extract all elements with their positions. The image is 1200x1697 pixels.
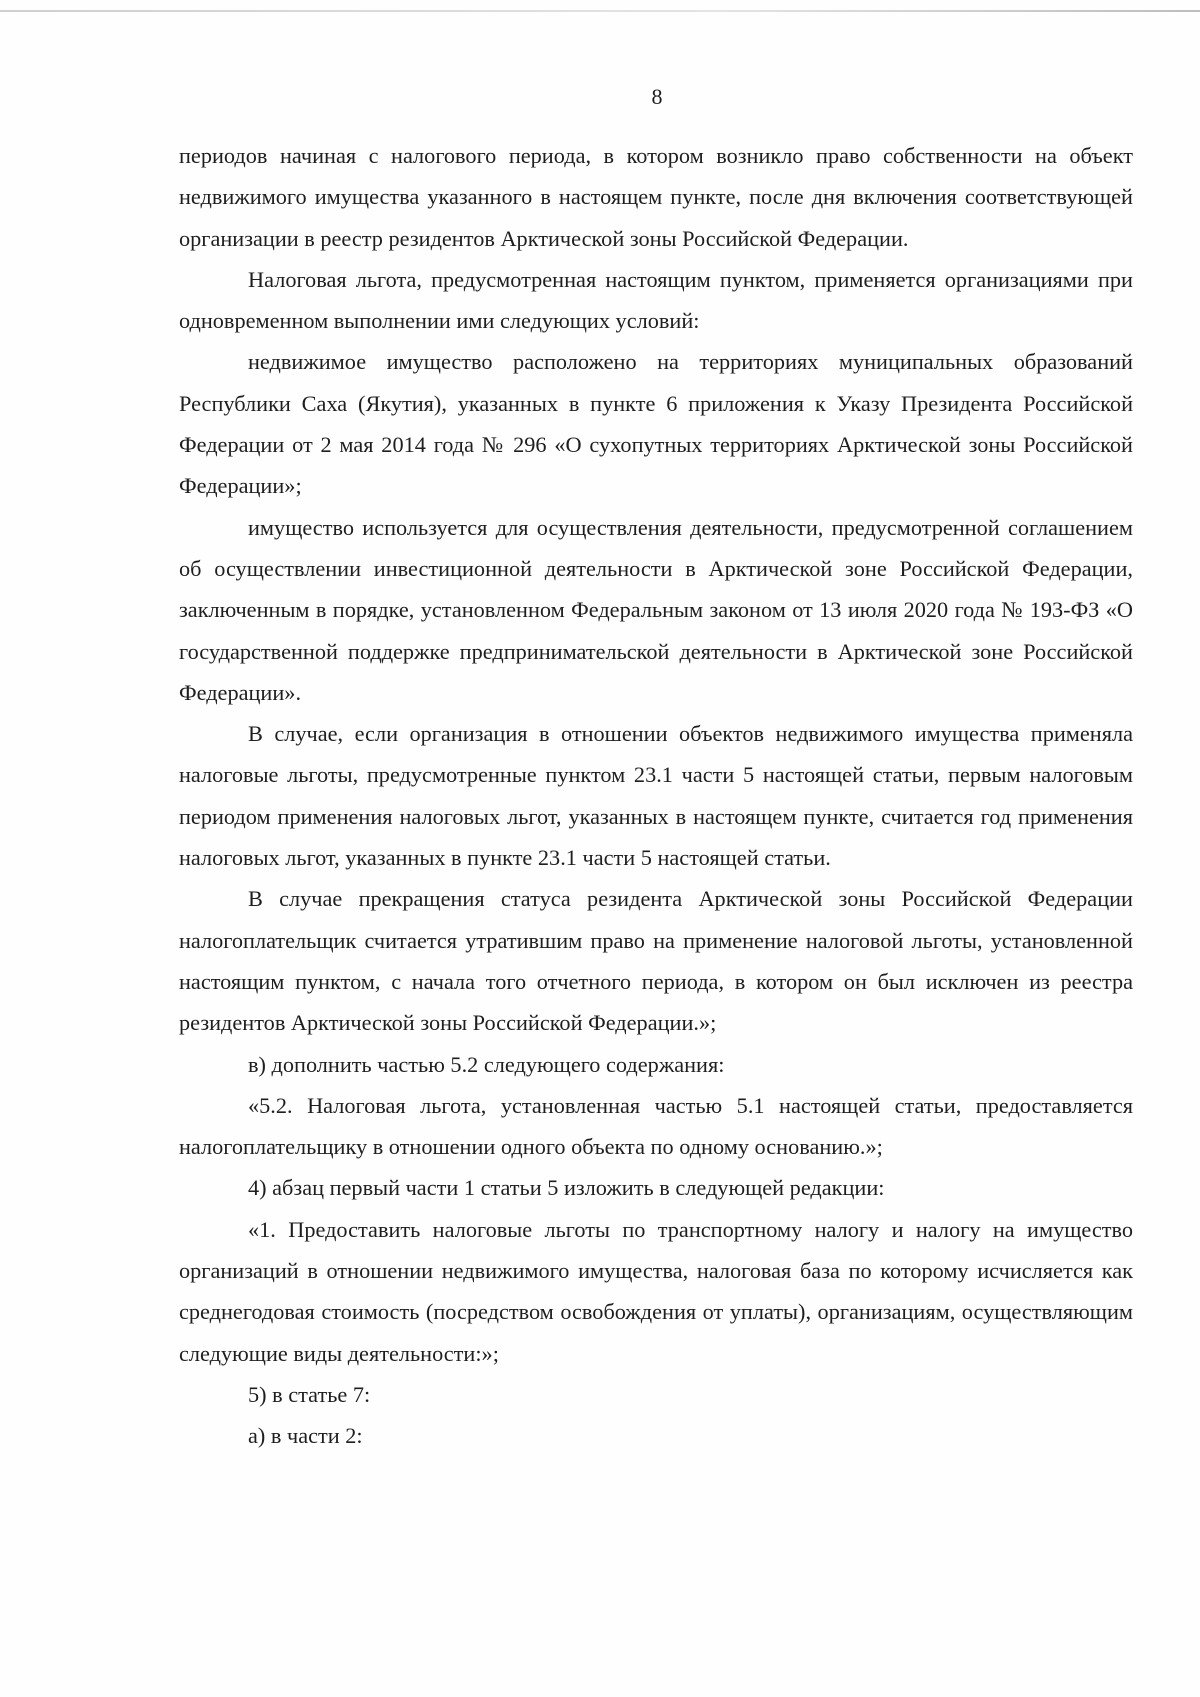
paragraph: «1. Предоставить налоговые льготы по транспортному налогу и налогу на имущество организаций в отношении недвижимого имущества, налоговая база по которому исчисляется как среднегодовая стоимость (посредством освобождения от уплаты), организациям, осуществляющим следующие виды деятельности:»;	[179, 1216, 1133, 1366]
paragraph: В случае, если организация в отношении объектов недвижимого имущества применяла налоговые льготы, предусмотренные пунктом 23.1 части 5 настоящей статьи, первым налоговым периодом применения налоговых льгот, указанных в настоящем пункте, считается год применения налоговых льгот, указанных в пункте 23.1 части 5 настоящей статьи.	[179, 721, 1133, 871]
paragraph: В случае прекращения статуса резидента Арктической зоны Российской Федерации налогоплательщик считается утратившим право на применение налоговой льготы, установленной настоящим пунктом, с начала того отчетного периода, в котором он был исключен из реестра резидентов Арктической зоны Российской Федерации.»;	[179, 886, 1133, 1036]
paragraph: имущество используется для осуществления деятельности, предусмотренной соглашением об осуществлении инвестиционной деятельности в Арктической зоне Российской Федерации, заключенным в порядке, установленном Федеральным законом от 13 июля 2020 года № 193-ФЗ «О государственной поддержке предпринимательской деятельности в Арктической зоне Российской Федерации».	[179, 514, 1133, 705]
paragraph-continuation: периодов начиная с налогового периода, в котором возникло право собственности на объект недвижимого имущества указанного в настоящем пункте, после дня включения соответствующей организации в реестр резидентов Арктической зоны Российской Федерации.	[179, 143, 1133, 251]
paragraph: 4) абзац первый части 1 статьи 5 изложить в следующей редакции:	[248, 1175, 885, 1201]
scan-top-edge	[0, 10, 1200, 12]
paragraph: а) в части 2:	[248, 1423, 363, 1449]
paragraph: в) дополнить частью 5.2 следующего содержания:	[248, 1051, 725, 1077]
paragraph: Налоговая льгота, предусмотренная настоящим пунктом, применяется организациями при одновременном выполнении ими следующих условий:	[179, 266, 1133, 334]
paragraph: «5.2. Налоговая льгота, установленная частью 5.1 настоящей статьи, предоставляется налогоплательщику в отношении одного объекта по одному основанию.»;	[179, 1092, 1133, 1160]
paragraph: 5) в статье 7:	[248, 1381, 371, 1407]
page-number: 8	[651, 84, 663, 109]
document-body	[179, 135, 1133, 1457]
paragraph: недвижимое имущество расположено на территориях муниципальных образований Республики Саха (Якутия), указанных в пункте 6 приложения к Указу Президента Российской Федерации от 2 мая 2014 года № 296 «О сухопутных территориях Арктической зоны Российской Федерации»;	[179, 349, 1133, 499]
